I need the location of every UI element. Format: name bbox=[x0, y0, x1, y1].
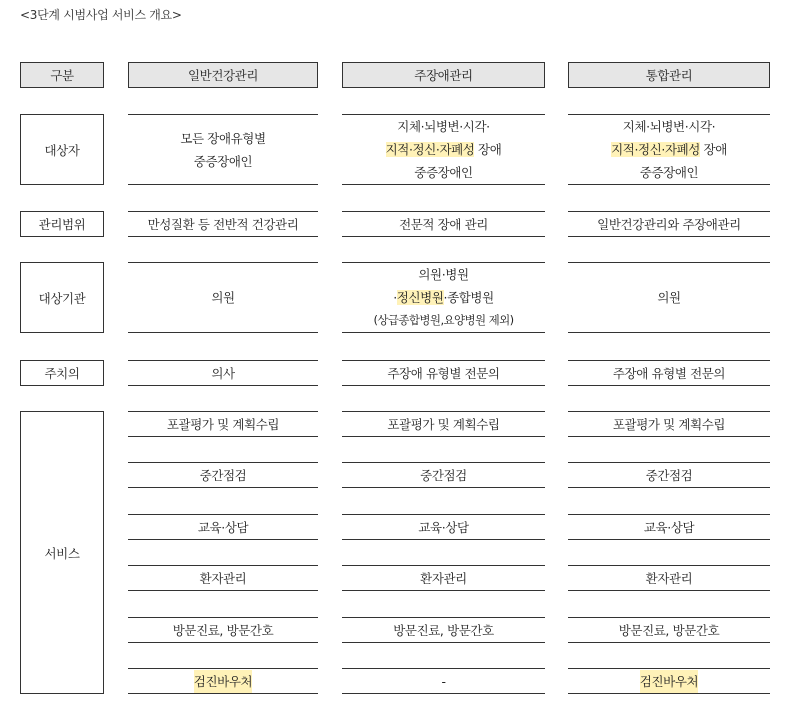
header-disability-care: 주장애관리 bbox=[342, 62, 545, 88]
scope-integrated bbox=[568, 211, 770, 237]
service-integrated-midcheck-text: 중간점검 bbox=[645, 467, 693, 483]
institution-disability-highlight: 정신병원 bbox=[396, 290, 444, 305]
institution-general-text: 의원 bbox=[211, 290, 235, 305]
institution-disability-line2 bbox=[393, 286, 494, 309]
service-disability-midcheck bbox=[342, 462, 545, 488]
institution-general bbox=[128, 262, 318, 333]
doctor-disability-text: 주장애 유형별 전문의 bbox=[387, 365, 500, 381]
service-general-education-text: 교육·상담 bbox=[197, 519, 249, 535]
target-general bbox=[128, 114, 318, 185]
service-disability-education-text: 교육·상담 bbox=[418, 519, 469, 535]
service-general-patient bbox=[128, 565, 318, 591]
service-integrated-checkup bbox=[568, 668, 770, 694]
service-integrated-education bbox=[568, 514, 770, 540]
target-disability-highlight: 지적·정신·자폐성 bbox=[385, 142, 475, 157]
scope-integrated-text: 일반건강관리와 주장애관리 bbox=[597, 216, 741, 232]
service-general-checkup-text: 검진바우처 bbox=[194, 670, 252, 693]
service-disability-visit-text: 방문진료, 방문간호 bbox=[393, 622, 494, 638]
target-general-line1: 모든 장애유형별 bbox=[180, 130, 266, 146]
row-label-target: 대상자 bbox=[20, 114, 104, 185]
institution-disability bbox=[342, 262, 545, 333]
service-general-plan-text: 포괄평가 및 계획수립 bbox=[166, 416, 280, 432]
target-disability bbox=[342, 114, 545, 185]
target-general-line2: 중증장애인 bbox=[193, 153, 253, 169]
header-category: 구분 bbox=[20, 62, 104, 88]
service-disability-patient-text: 환자관리 bbox=[420, 570, 467, 586]
institution-integrated-text: 의원 bbox=[657, 290, 681, 305]
table-caption: <3단계 시범사업 서비스 개요> bbox=[20, 8, 182, 22]
row-label-doctor: 주치의 bbox=[20, 360, 104, 386]
target-disability-line3: 중증장애인 bbox=[414, 165, 473, 180]
service-integrated-education-text: 교육·상담 bbox=[643, 519, 695, 535]
target-disability-line2 bbox=[386, 138, 502, 161]
header-integrated-care: 통합관리 bbox=[568, 62, 770, 88]
service-integrated-visit-text: 방문진료, 방문간호 bbox=[618, 622, 720, 638]
institution-disability-suffix: ·종합병원 bbox=[443, 290, 494, 305]
service-disability-plan-text: 포괄평가 및 계획수립 bbox=[387, 416, 500, 432]
target-integrated-line1: 지체·뇌병변·시각· bbox=[622, 119, 716, 134]
scope-general bbox=[128, 211, 318, 237]
institution-disability-prefix: · bbox=[393, 290, 397, 305]
institution-disability-line1: 의원·병원 bbox=[418, 267, 469, 282]
institution-disability-line3: (상급종합병원,요양병원 제외) bbox=[373, 313, 514, 327]
header-general-care: 일반건강관리 bbox=[128, 62, 318, 88]
doctor-integrated bbox=[568, 360, 770, 386]
target-disability-suffix: 장애 bbox=[474, 142, 502, 157]
scope-general-text: 만성질환 등 전반적 건강관리 bbox=[147, 216, 299, 232]
target-integrated-line2 bbox=[611, 138, 727, 161]
row-label-scope: 관리범위 bbox=[20, 211, 104, 237]
service-general-checkup bbox=[128, 668, 318, 694]
service-integrated-checkup-text: 검진바우처 bbox=[640, 670, 698, 693]
service-general-visit-text: 방문진료, 방문간호 bbox=[172, 622, 274, 638]
institution-integrated bbox=[568, 262, 770, 333]
service-general-visit bbox=[128, 617, 318, 643]
service-general-midcheck-text: 중간점검 bbox=[199, 467, 247, 483]
service-integrated-patient-text: 환자관리 bbox=[645, 570, 693, 586]
service-disability-checkup bbox=[342, 668, 545, 694]
doctor-general bbox=[128, 360, 318, 386]
service-general-education bbox=[128, 514, 318, 540]
service-general-plan bbox=[128, 411, 318, 437]
service-integrated-patient bbox=[568, 565, 770, 591]
scope-disability-text: 전문적 장애 관리 bbox=[399, 216, 488, 232]
doctor-general-text: 의사 bbox=[211, 365, 235, 381]
service-disability-plan bbox=[342, 411, 545, 437]
service-disability-checkup-text: - bbox=[441, 673, 446, 689]
target-integrated-line3: 중증장애인 bbox=[639, 165, 699, 180]
target-integrated-suffix: 장애 bbox=[699, 142, 727, 157]
row-label-services: 서비스 bbox=[20, 411, 104, 694]
service-general-midcheck bbox=[128, 462, 318, 488]
row-label-institution: 대상기관 bbox=[20, 262, 104, 333]
service-integrated-plan bbox=[568, 411, 770, 437]
service-general-patient-text: 환자관리 bbox=[199, 570, 247, 586]
service-integrated-plan-text: 포괄평가 및 계획수립 bbox=[612, 416, 726, 432]
target-integrated bbox=[568, 114, 770, 185]
target-disability-line1: 지체·뇌병변·시각· bbox=[397, 119, 490, 134]
service-disability-midcheck-text: 중간점검 bbox=[420, 467, 467, 483]
service-disability-education bbox=[342, 514, 545, 540]
doctor-integrated-text: 주장애 유형별 전문의 bbox=[612, 365, 726, 381]
doctor-disability bbox=[342, 360, 545, 386]
service-disability-patient bbox=[342, 565, 545, 591]
scope-disability bbox=[342, 211, 545, 237]
service-integrated-midcheck bbox=[568, 462, 770, 488]
target-integrated-highlight: 지적·정신·자폐성 bbox=[611, 142, 700, 157]
service-integrated-visit bbox=[568, 617, 770, 643]
service-disability-visit bbox=[342, 617, 545, 643]
